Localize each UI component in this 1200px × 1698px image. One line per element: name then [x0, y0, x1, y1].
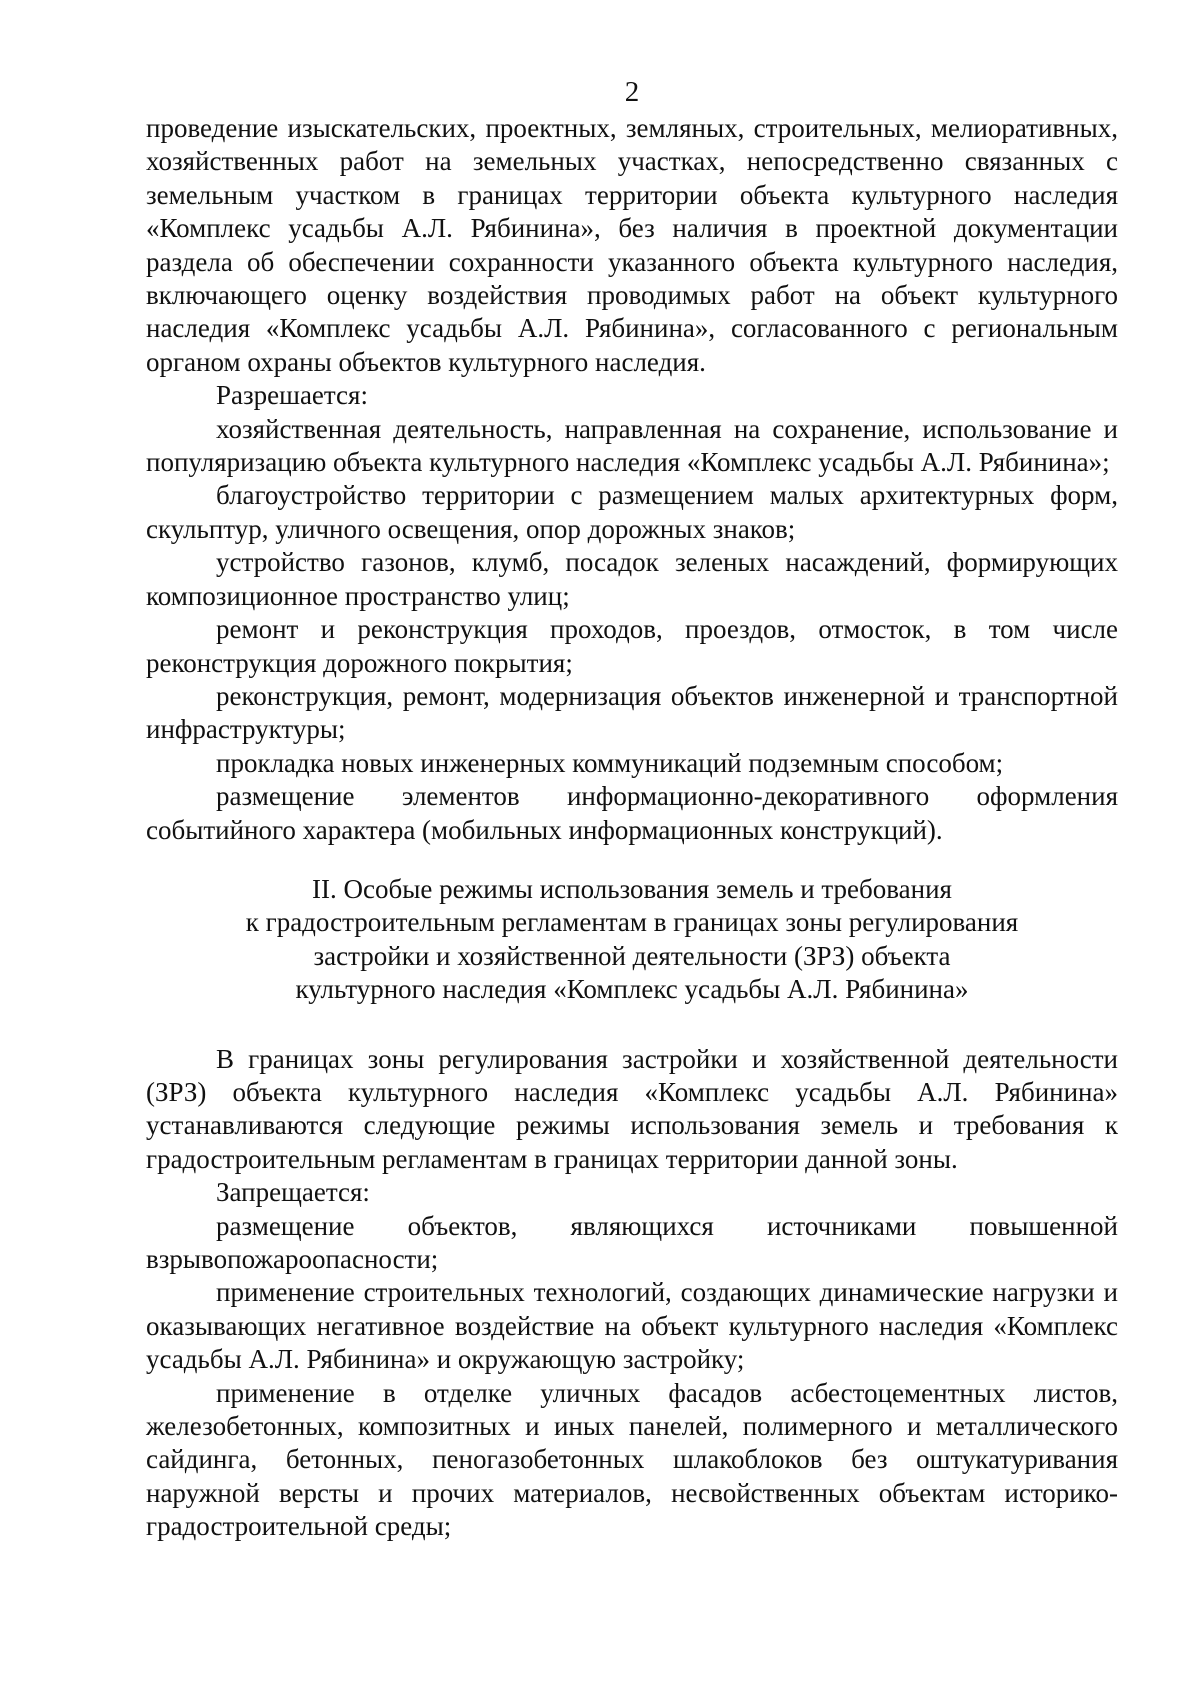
paragraph-prohibited-item: применение строительных технологий, создающих динамические нагрузки и оказывающих негативное воздействие на объект культурного наследия «Комплекс усадьбы А.Л. Рябинина» и окружающую застройку; [146, 1277, 1118, 1375]
paragraph-permitted-item: ремонт и реконструкция проходов, проездов, отмосток, в том числе реконструкция дорожного покрытия; [146, 614, 1118, 678]
heading-line: культурного наследия «Комплекс усадьбы А.Л. Рябинина» [295, 974, 969, 1005]
heading-line: застройки и хозяйственной деятельности (ЗРЗ) объекта [313, 940, 951, 971]
paragraph-permitted-item: прокладка новых инженерных коммуникаций подземным способом; [216, 747, 1004, 778]
paragraph-permitted-item: реконструкция, ремонт, модернизация объектов инженерной и транспортной инфраструктуры; [146, 680, 1118, 745]
paragraph-prohibited-item: размещение объектов, являющихся источниками повышенной взрывопожароопасности; [146, 1210, 1118, 1274]
section-heading [146, 873, 1118, 1007]
paragraph-permitted-item: размещение элементов информационно-декоративного оформления событийного характера (мобильных информационных конструкций). [146, 781, 1118, 845]
heading-line: II. Особые режимы использования земель и требования [312, 873, 952, 904]
section-zrz-regulations [146, 1043, 1118, 1544]
paragraph-permitted-item: хозяйственная деятельность, направленная на сохранение, использование и популяризацию объекта культурного наследия «Комплекс усадьбы А.Л. Рябинина»; [146, 413, 1118, 478]
paragraph-prohibited-item: применение в отделке уличных фасадов асбестоцементных листов, железобетонных, композитных и иных панелей, полимерного и металлического сайдинга, бетонных, пеногазобетонных шлакоблоков без оштукатуривания наружной версты и прочих материалов, несвойственных объектам историко-градостроительной среды; [146, 1377, 1118, 1542]
paragraph-permitted-label: Разрешается: [216, 380, 368, 411]
paragraph-permitted-item: устройство газонов, клумб, посадок зеленых насаждений, формирующих композиционное пространство улиц; [146, 547, 1118, 611]
heading-line: к градостроительным регламентам в границах зоны регулирования [245, 907, 1019, 938]
paragraph-continuation: проведение изыскательских, проектных, земляных, строительных, мелиоративных, хозяйственных работ на земельных участках, непосредственно связанных с земельным участком в границах территории объекта культурного наследия «Комплекс усадьбы А.Л. Рябинина», без наличия в проектной документации раздела об обеспечении сохранности указанного объекта культурного наследия, включающего оценку воздействия проводимых работ на объект культурного наследия «Комплекс усадьбы А.Л. Рябинина», согласованного с региональным органом охраны объектов культурного наследия. [146, 113, 1118, 377]
section-restrictions-and-permissions [146, 112, 1118, 847]
paragraph-prohibited-label: Запрещается: [216, 1177, 370, 1208]
document-page [146, 72, 1118, 1544]
paragraph-permitted-item: благоустройство территории с размещением малых архитектурных форм, скульптур, уличного освещения, опор дорожных знаков; [146, 480, 1118, 544]
page-number: 2 [624, 76, 640, 108]
paragraph-intro: В границах зоны регулирования застройки и хозяйственной деятельности (ЗРЗ) объекта культурного наследия «Комплекс усадьбы А.Л. Рябинина» устанавливаются следующие режимы использования земель и требования к градостроительным регламентам в границах территории данной зоны. [146, 1043, 1118, 1174]
